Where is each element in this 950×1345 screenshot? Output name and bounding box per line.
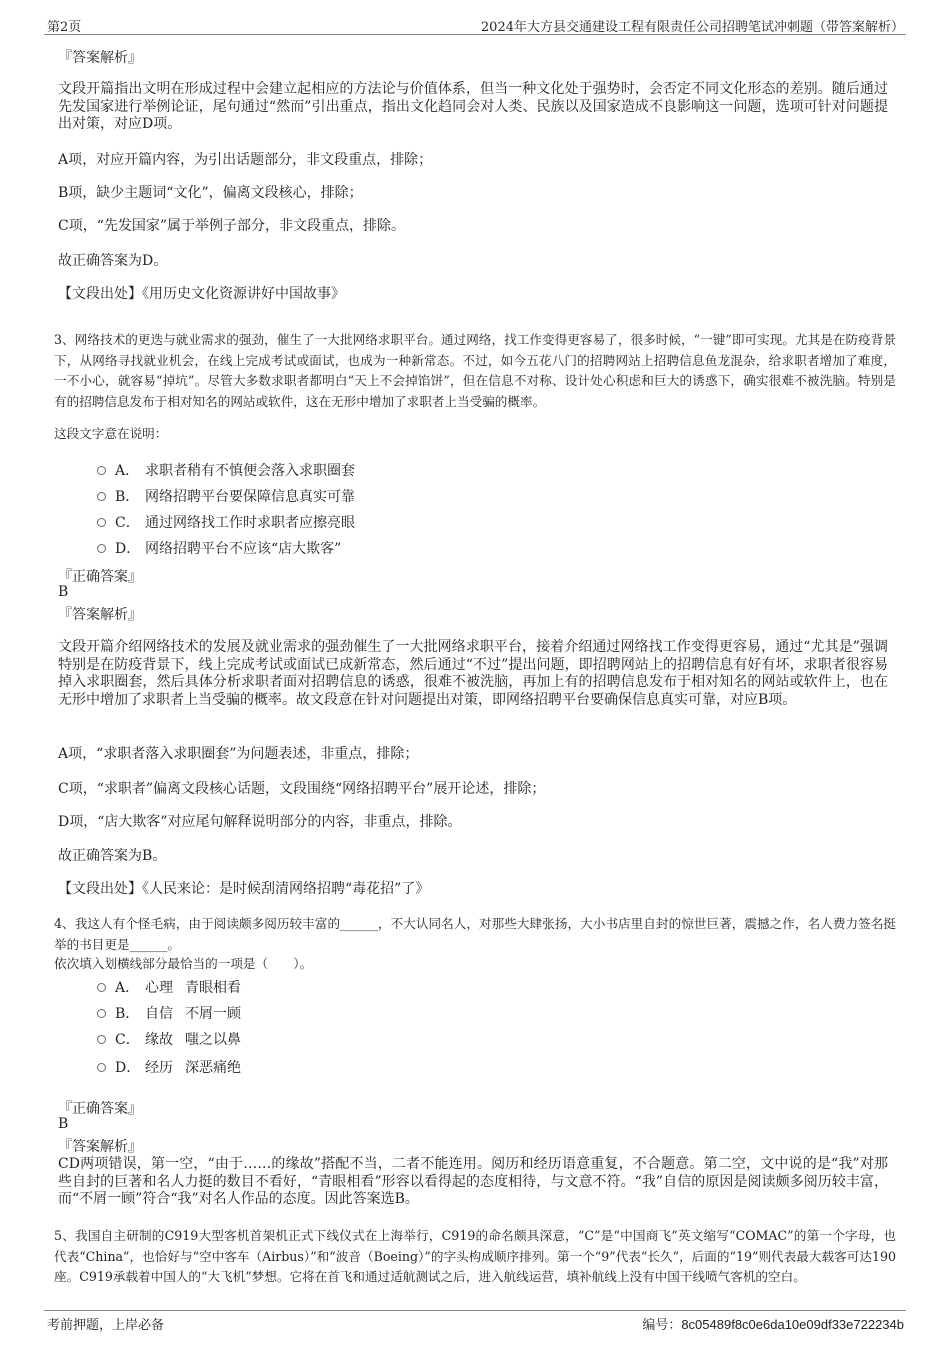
question-3-option-b[interactable]: B． 网络招聘平台要保障信息真实可靠 (97, 486, 355, 506)
radio-button-icon[interactable] (97, 1035, 106, 1044)
analysis-source: 【文段出处】《人民来论：是时候刮清网络招聘“毒花招”了》 (58, 881, 430, 897)
answer-analysis-label: 『答案解析』 (58, 50, 142, 66)
header-divider (44, 34, 906, 35)
correct-answer-value: B (58, 1116, 69, 1132)
question-4-stem: 4、我这人有个怪毛病，由于阅读颇多阅历较丰富的______，不大认同名人，对那些大肆张扬，大小书店里自封的惊世巨著，震撼之作，名人费力签名挺举的书目更是______。 (54, 916, 896, 952)
analysis-option-b: B项，缺少主题词“文化”，偏离文段核心，排除； (58, 185, 363, 201)
footer-divider (44, 1310, 906, 1311)
document-code-label: 编号： (642, 1318, 682, 1333)
analysis-option-a: A项，对应开篇内容，为引出话题部分，非文段重点，排除； (58, 152, 433, 168)
question-4-option-c[interactable]: C． 缘故 嗤之以鼻 (97, 1029, 241, 1049)
analysis-option-c: C项，“求职者”偏离文段核心话题，文段围绕“网络招聘平台”展开论述，排除； (58, 781, 546, 797)
question-3-option-d[interactable]: D． 网络招聘平台不应该“店大欺客” (97, 538, 341, 558)
question-4-prompt: 依次填入划横线部分最恰当的一项是（ ）。 (54, 956, 313, 971)
analysis-conclusion: 故正确答案为D。 (58, 253, 168, 269)
analysis-option-a: A项，“求职者落入求职圈套”为问题表述，非重点，排除； (58, 746, 419, 762)
question-4-option-b[interactable]: B． 自信 不屑一顾 (97, 1003, 241, 1023)
analysis-option-c: C项，“先发国家”属于举例子部分，非文段重点，排除。 (58, 218, 406, 234)
analysis-option-d: D项，“店大欺客”对应尾句解释说明部分的内容，非重点，排除。 (58, 814, 462, 830)
question-4-option-a[interactable]: A． 心理 青眼相看 (97, 977, 241, 997)
document-code (642, 1314, 904, 1333)
question-3-prompt: 这段文字意在说明： (54, 426, 168, 441)
answer-analysis-text: CD两项错误，第一空，“由于……的缘故”搭配不当，二者不能连用。阅历和经历语意重复，不合题意。第二空，文中说的是“我”对那些自封的巨著和名人力挺的数目不看好，“青眼相看”形容以看得起的态度相待，与文意不符。“我”自信的原因是阅读颇多阅历较丰富，而“不屑一顾”符合“我”对名人作品的态度。因此答案选B。 (58, 1156, 888, 1207)
question-5-stem: 5、我国自主研制的C919大型客机首架机正式下线仪式在上海举行，C919的命名颇具深意，“C”是“中国商飞”英文缩写“COMAC”的第一个字母，也代表“China”，也恰好与“空中客车（Airbus）”和“波音（Boeing）”的字头构成顺序排列。第一个“9”代表“长久”，后面的“19”则代表最大载客可达190座。C919承载着中国人的“大飞机”梦想。它将在首飞和通过适航测试之后，进入航线运营，填补航线上没有中国干线喷气客机的空白。 (54, 1228, 896, 1284)
radio-button-icon[interactable] (97, 1009, 106, 1018)
answer-analysis-text: 文段开篇介绍网络技术的发展及就业需求的强劲催生了一大批网络求职平台，接着介绍通过网络找工作变得更容易，通过“尤其是”强调特别是在防疫背景下，线上完成考试或面试已成新常态，然后通过“不过”提出问题，即招聘网站上的招聘信息有好有坏，求职者很容易掉入求职圈套，然后具体分析求职者面对招聘信息的诱惑，很难不被洗脑，再加上有的招聘信息发布于相对知名的网站或软件上，也在无形中增加了求职者上当受骗的概率。故文段意在针对问题提出对策，即网络招聘平台要确保信息真实可靠，对应B项。 (58, 639, 888, 708)
page-number: 第2页 (47, 20, 82, 35)
question-4-option-d[interactable]: D． 经历 深恶痛绝 (97, 1057, 241, 1077)
footer-slogan: 考前押题，上岸必备 (47, 1318, 165, 1333)
correct-answer-label: 『正确答案』 (58, 569, 142, 585)
document-code-value: 8c05489f8c0e6da10e09df33e722234b (681, 1317, 904, 1332)
radio-button-icon[interactable] (97, 544, 106, 553)
radio-button-icon[interactable] (97, 983, 106, 992)
correct-answer-label: 『正确答案』 (58, 1101, 142, 1117)
answer-analysis-label: 『答案解析』 (58, 607, 142, 623)
question-3-stem: 3、网络技术的更迭与就业需求的强劲，催生了一大批网络求职平台。通过网络，找工作变得更容易了，很多时候，“一键”即可实现。尤其是在防疫背景下，从网络寻找就业机会，在线上完成考试或面试，也成为一种新常态。不过，如今五花八门的招聘网站上招聘信息鱼龙混杂，给求职者增加了难度，一不小心，就容易“掉坑”。尽管大多数求职者都明白“天上不会掉馅饼”，但在信息不对称、设计处心积虑和巨大的诱惑下，确实很难不被洗脑。特别是有的招聘信息发布于相对知名的网站或软件，这在无形中增加了求职者上当受骗的概率。 (54, 332, 896, 409)
answer-analysis-label: 『答案解析』 (58, 1139, 142, 1155)
radio-button-icon[interactable] (97, 466, 106, 475)
radio-button-icon[interactable] (97, 518, 106, 527)
analysis-source: 【文段出处】《用历史文化资源讲好中国故事》 (58, 286, 345, 302)
radio-button-icon[interactable] (97, 492, 106, 501)
radio-button-icon[interactable] (97, 1063, 106, 1072)
correct-answer-value: B (58, 584, 69, 600)
document-title: 2024年大方县交通建设工程有限责任公司招聘笔试冲刺题（带答案解析） (480, 20, 904, 35)
question-3-option-c[interactable]: C． 通过网络找工作时求职者应擦亮眼 (97, 512, 355, 532)
answer-analysis-text: 文段开篇指出文明在形成过程中会建立起相应的方法论与价值体系，但当一种文化处于强势时，会否定不同文化形态的差别。随后通过先发国家进行举例论证，尾句通过“然而”引出重点，指出文化趋同会对人类、民族以及国家造成不良影响这一问题，选项可针对问题提出对策，对应D项。 (58, 81, 888, 132)
analysis-conclusion: 故正确答案为B。 (58, 848, 167, 864)
question-3-option-a[interactable]: A． 求职者稍有不慎便会落入求职圈套 (97, 460, 355, 480)
